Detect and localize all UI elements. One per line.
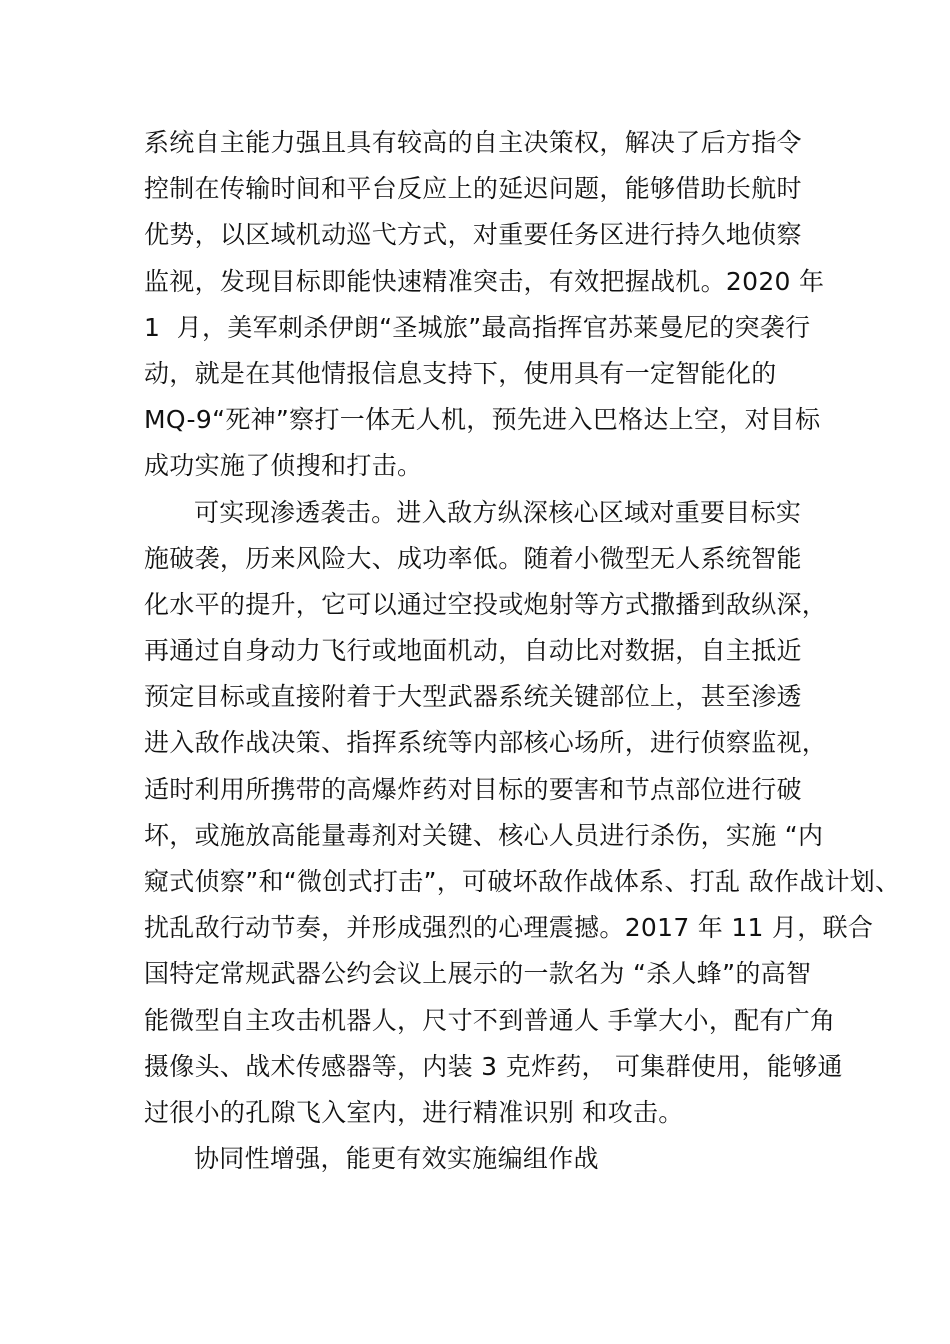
text-line: 施破袭，历来风险大、成功率低。随着小微型无人系统智能 bbox=[144, 543, 802, 573]
paragraph bbox=[144, 490, 901, 1137]
text-line: 协同性增强，能更有效实施编组作战 bbox=[194, 1144, 599, 1174]
text-line: 监视，发现目标即能快速精准突击，有效把握战机。2020 年 bbox=[144, 266, 825, 296]
text-line: 坏，或施放高能量毒剂对关键、核心人员进行杀伤，实施 “内 bbox=[144, 820, 824, 850]
text-line: 控制在传输时间和平台反应上的延迟问题，能够借助长航时 bbox=[144, 174, 802, 204]
text-line: 扰乱敌行动节奏，并形成强烈的心理震撼。2017 年 11 月，联合 bbox=[144, 913, 874, 943]
text-line: 国特定常规武器公约会议上展示的一款名为 “杀人蜂”的高智 bbox=[144, 959, 812, 989]
text-line: 进入敌作战决策、指挥系统等内部核心场所，进行侦察监视， bbox=[144, 728, 828, 758]
text-line: 成功实施了侦搜和打击。 bbox=[144, 451, 423, 481]
text-line: 系统自主能力强且具有较高的自主决策权，解决了后方指令 bbox=[144, 128, 802, 157]
paragraph bbox=[144, 1136, 844, 1182]
text-line: 再通过自身动力飞行或地面机动，自动比对数据，自主抵近 bbox=[144, 636, 802, 666]
text-line: 预定目标或直接附着于大型武器系统关键部位上，甚至渗透 bbox=[144, 682, 802, 712]
text-line: MQ-9“死神”察打一体无人机，预先进入巴格达上空，对目标 bbox=[144, 405, 821, 435]
text-line: 可实现渗透袭击。进入敌方纵深核心区域对重要目标实 bbox=[194, 497, 802, 527]
text-line: 化水平的提升，它可以通过空投或炮射等方式撒播到敌纵深， bbox=[144, 589, 828, 619]
body-text bbox=[144, 120, 901, 1182]
text-line: 过很小的孔隙飞入室内，进行精准识别 和攻击。 bbox=[144, 1097, 684, 1127]
text-line: 窥式侦察”和“微创式打击”，可破坏敌作战体系、打乱 敌作战计划、 bbox=[144, 867, 901, 896]
text-line: 适时利用所携带的高爆炸药对目标的要害和节点部位进行破 bbox=[144, 774, 802, 804]
text-line: 摄像头、战术传感器等，内装 3 克炸药， 可集群使用，能够通 bbox=[144, 1051, 843, 1081]
text-line: 动，就是在其他情报信息支持下，使用具有一定智能化的 bbox=[144, 358, 777, 388]
text-line: 能微型自主攻击机器人，尺寸不到普通人 手掌大小，配有广角 bbox=[144, 1005, 836, 1035]
text-line: 1 月，美军刺杀伊朗“圣城旅”最高指挥官苏莱曼尼的突袭行 bbox=[144, 312, 811, 342]
text-line: 优势，以区域机动巡弋方式，对重要任务区进行持久地侦察 bbox=[144, 220, 802, 250]
paragraph bbox=[144, 120, 844, 490]
